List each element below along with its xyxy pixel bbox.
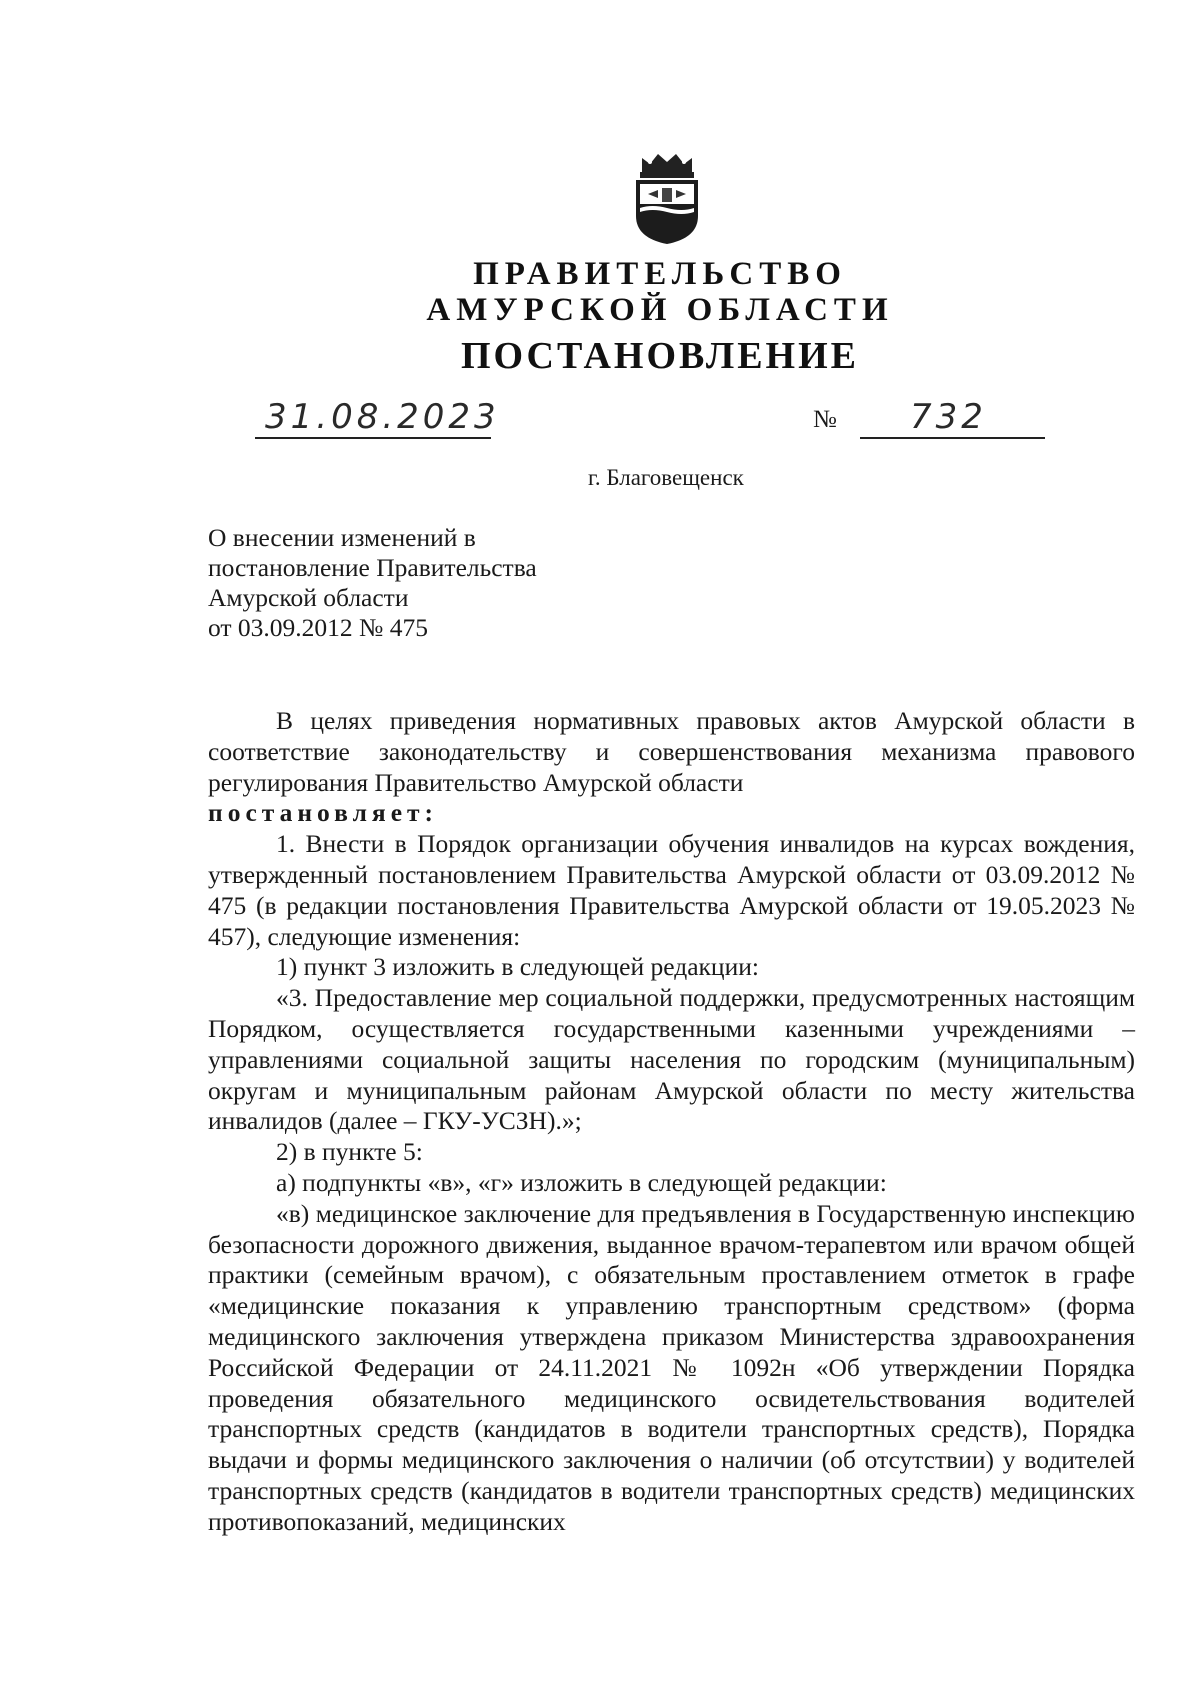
preamble-paragraph: В целях приведения нормативных правовых актов Амурской области в соответствие законодательству и совершенствования механизма правового регулирования Правительство Амурской области	[208, 706, 1135, 797]
city-name: г. Благовещенск	[588, 465, 744, 490]
organization-name-line2: АМУРСКОЙ ОБЛАСТИ	[426, 292, 894, 328]
handwritten-date: 31.08.2023	[265, 397, 500, 437]
organization-name-line1: ПРАВИТЕЛЬСТВО	[473, 256, 847, 292]
body-paragraph: «в) медицинское заключение для предъявления в Государственную инспекцию безопасности дорожного движения, выданное врачом-терапевтом или врачом общей практики (семейным врачом), с обязательным проставлением отметок в графе «медицинские показания к управлению транспортным средством» (форма медицинского заключения утверждена приказом Министерства здравоохранения Российской Федерации от 24.11.2021 № 1092н «Об утверждении Порядка проведения обязательного медицинского освидетельствования водителей транспортных средств (кандидатов в водители транспортных средств), Порядка выдачи и формы медицинского заключения о наличии (об отсутствии) у водителей транспортных средств (кандидатов в водители транспортных средств) медицинских противопоказаний, медицинских	[208, 1198, 1135, 1536]
subject-line: постановление Правительства	[208, 553, 537, 582]
decree-word: постановляет:	[208, 798, 439, 828]
number-underline	[860, 437, 1045, 439]
body-paragraph: 2) в пункте 5:	[276, 1137, 423, 1167]
amur-oblast-coat-of-arms-icon	[628, 150, 706, 246]
subject-line: О внесении изменений в	[208, 523, 476, 552]
body-paragraph: 1. Внести в Порядок организации обучения инвалидов на курсах вождения, утвержденный постановлением Правительства Амурской области от 03.09.2012 № 475 (в редакции постановления Правительства Амурской области от 19.05.2023 № 457), следующие изменения:	[208, 829, 1135, 951]
subject-line: Амурской области	[208, 583, 409, 612]
document-subject	[208, 523, 537, 643]
document-body	[208, 706, 1135, 1538]
number-sign: №	[813, 406, 837, 433]
body-paragraph: 1) пункт 3 изложить в следующей редакции:	[276, 952, 759, 982]
body-paragraph: «3. Предоставление мер социальной поддержки, предусмотренных настоящим Порядком, осуществляется государственными казенными учреждениями – управлениями социальной защиты населения по городским (муниципальным) округам и муниципальным районам Амурской области по месту жительства инвалидов (далее – ГКУ-УСЗН).»;	[208, 983, 1135, 1136]
body-paragraph: а) подпункты «в», «г» изложить в следующей редакции:	[276, 1167, 887, 1197]
date-underline	[255, 437, 491, 439]
document-type-title: ПОСТАНОВЛЕНИЕ	[460, 335, 860, 377]
handwritten-number: 732	[910, 397, 987, 437]
subject-line: от 03.09.2012 № 475	[208, 613, 429, 642]
